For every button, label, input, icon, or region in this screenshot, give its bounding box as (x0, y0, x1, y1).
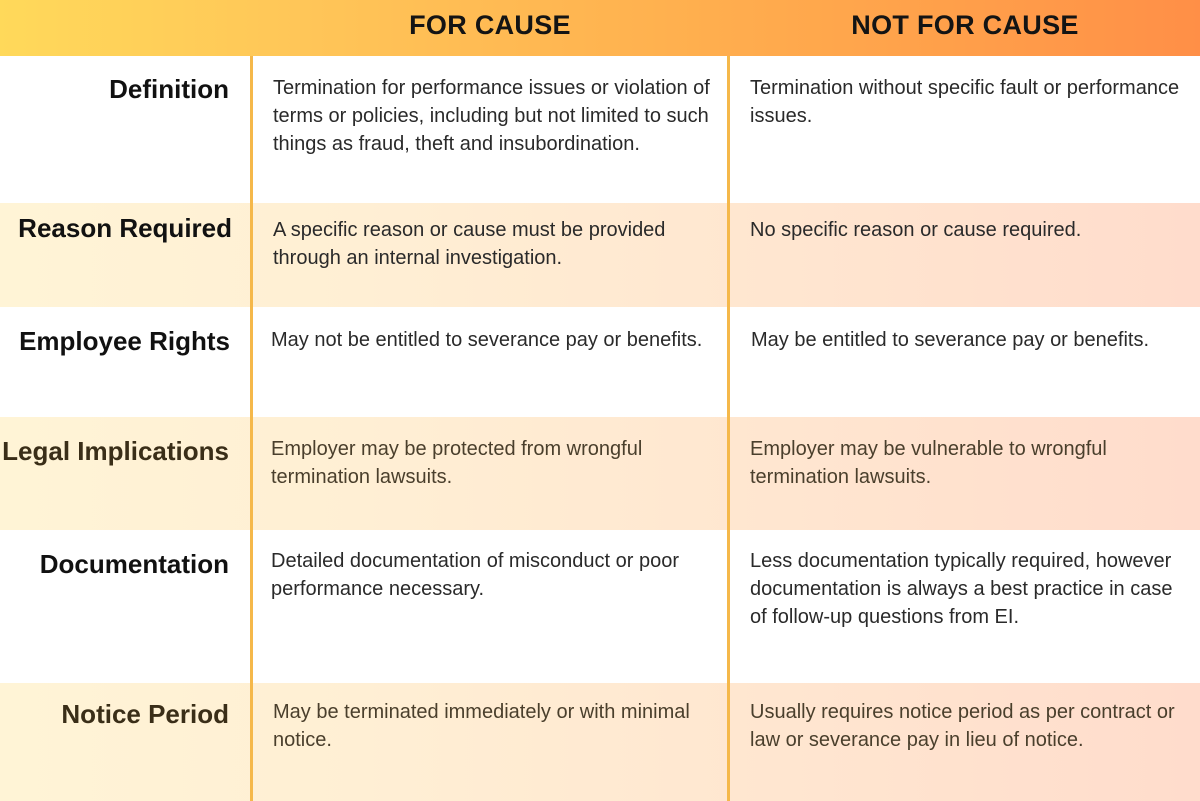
for-cause-cell: May not be entitled to severance pay or benefits. (271, 329, 703, 351)
not-for-cause-cell: Employer may be vulnerable to wrongful termination lawsuits. (750, 438, 1107, 488)
for-cause-cell: A specific reason or cause must be provided through an internal investigation. (273, 219, 666, 269)
column-divider-right (727, 56, 730, 801)
row-label: Legal Implications (2, 436, 229, 466)
table-header (0, 0, 1200, 56)
not-for-cause-cell: May be entitled to severance pay or benefits. (751, 329, 1150, 351)
row-label: Documentation (39, 549, 229, 579)
not-for-cause-cell: Usually requires notice period as per contract or law or severance pay in lieu of notice. (750, 701, 1175, 751)
not-for-cause-cell: No specific reason or cause required. (750, 219, 1082, 241)
table-row-legal-implications (0, 417, 1200, 530)
not-for-cause-cell: Less documentation typically required, however documentation is always a best practice in case of follow-up questions from EI. (750, 550, 1173, 628)
table-row-employee-rights (0, 307, 1200, 417)
row-label: Reason Required (18, 213, 232, 243)
table-row-reason-required (0, 203, 1200, 307)
table-row-definition (0, 56, 1200, 203)
row-label: Notice Period (61, 699, 229, 729)
row-label: Employee Rights (19, 326, 230, 356)
table-row-documentation (0, 530, 1200, 683)
row-label: Definition (109, 74, 229, 104)
not-for-cause-cell: Termination without specific fault or performance issues. (750, 77, 1180, 127)
table-row-notice-period (0, 683, 1200, 801)
column-divider-left (250, 56, 253, 801)
column-header-for-cause: FOR CAUSE (409, 10, 571, 40)
for-cause-cell: Detailed documentation of misconduct or poor performance necessary. (271, 550, 680, 600)
for-cause-cell: Employer may be protected from wrongful termination lawsuits. (271, 438, 643, 488)
for-cause-cell: Termination for performance issues or violation of terms or policies, including but not limited to such things as fraud, theft and insubordination. (273, 77, 710, 155)
column-header-not-for-cause: NOT FOR CAUSE (851, 10, 1079, 40)
for-cause-cell: May be terminated immediately or with minimal notice. (273, 701, 690, 751)
